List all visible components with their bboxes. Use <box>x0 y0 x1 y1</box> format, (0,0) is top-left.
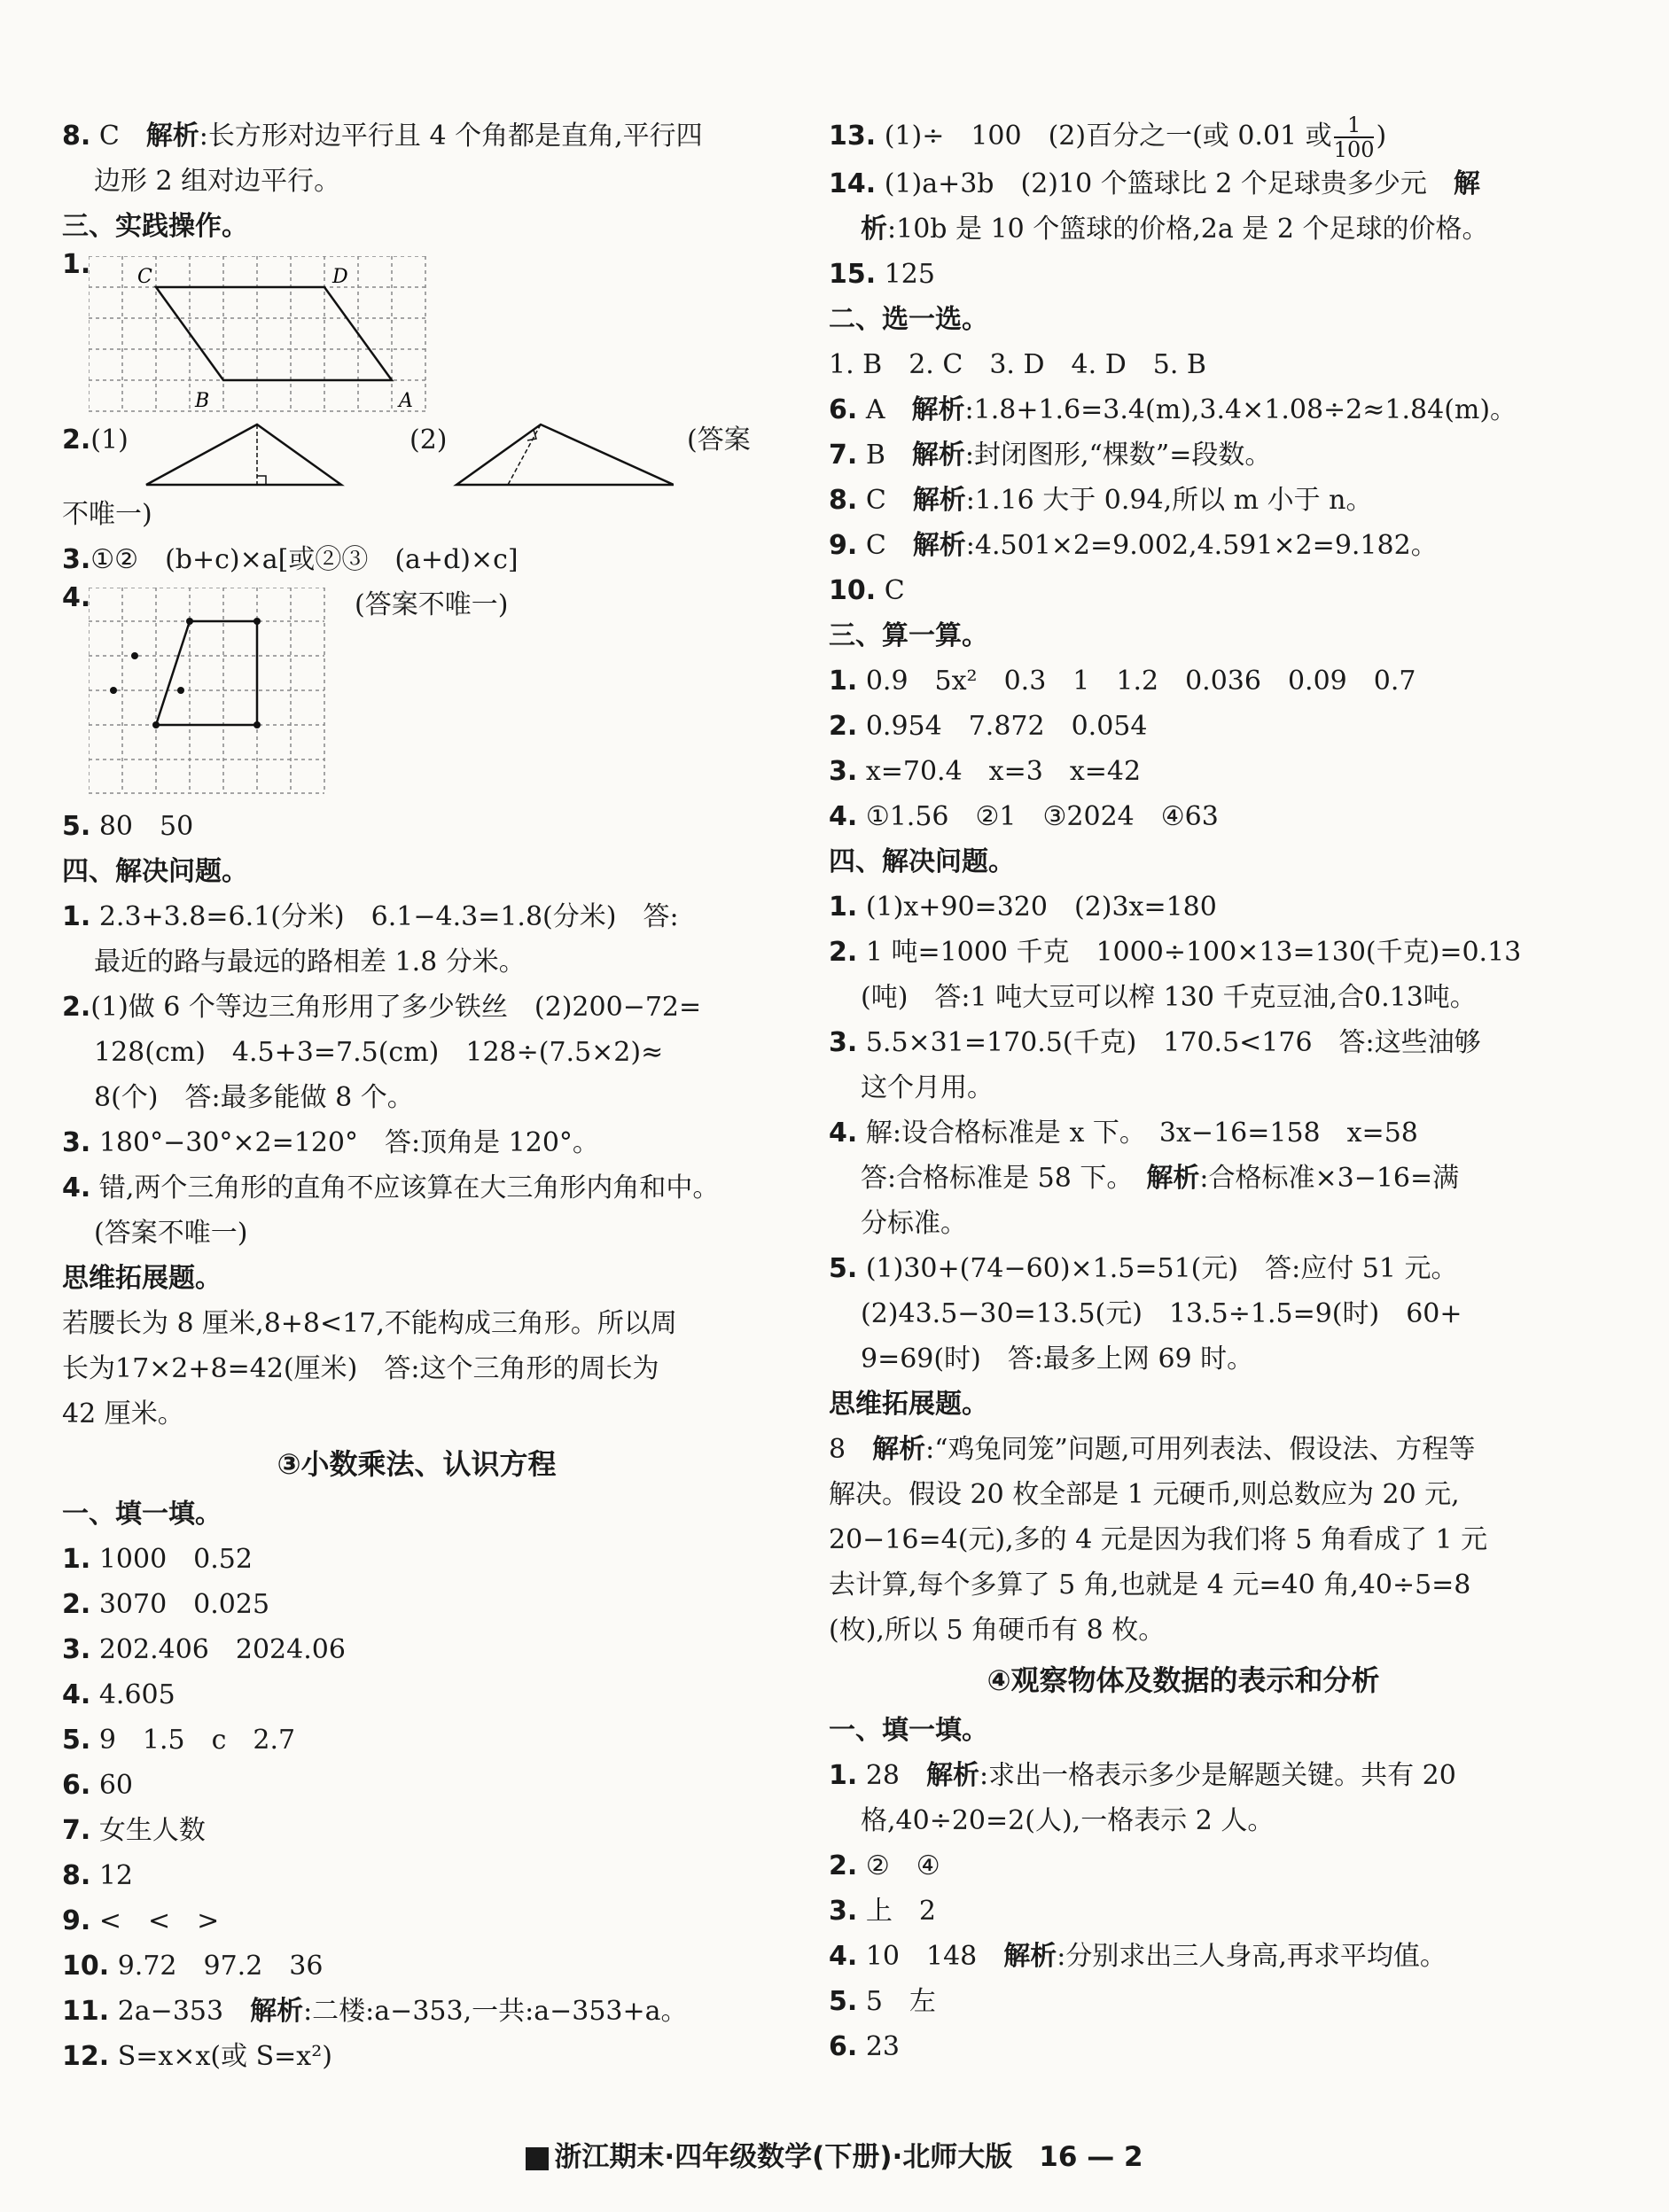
fill-answer-row: 8. 12 <box>62 1860 134 1891</box>
answer-r14-cont: 析:10b 是 10 个篮球的价格,2a 是 2 个足球的价格。 <box>861 214 1489 245</box>
section-heading: 四、解决问题。 <box>62 856 248 887</box>
calc-answer-row: 3. x=70.4 x=3 x=42 <box>829 756 1142 787</box>
answer-l-p5: 5. 80 50 <box>62 811 194 842</box>
fill-answer-row: 6. 60 <box>62 1770 134 1801</box>
trapezoid-grid-figure <box>89 588 346 800</box>
answer-l-s1: 1. 2.3+3.8=6.1(分米) 6.1−4.3=1.8(分米) 答: <box>62 901 679 932</box>
answer-r15: 15. 125 <box>829 259 935 290</box>
book-logo-icon <box>526 2147 549 2170</box>
answer-l-s3: 3. 180°−30°×2=120° 答:顶角是 120°。 <box>62 1127 599 1158</box>
calc-answer-row: 2. 0.954 7.872 0.054 <box>829 711 1148 742</box>
answer-l-s4: 4. 错,两个三角形的直角不应该算在大三角形内角和中。 <box>62 1172 720 1203</box>
extension-text: 解决。假设 20 枚全部是 1 元硬币,则总数应为 20 元, <box>829 1479 1460 1510</box>
answer-r-f3: 3. 上 2 <box>829 1896 936 1927</box>
page-number: 16 — 2 <box>1039 2141 1143 2173</box>
extension-text: 42 厘米。 <box>62 1398 184 1429</box>
fill-answer-row: 2. 3070 0.025 <box>62 1589 270 1620</box>
answer-l-p2-note: 不唯一) <box>62 499 152 530</box>
answer-r-r4: 4. 解:设合格标准是 x 下。 3x−16=158 x=58 <box>829 1118 1418 1149</box>
triangle-height-figure-2 <box>452 421 674 492</box>
fraction-one-hundredth: $\frac{1}{100}$ <box>1333 113 1375 162</box>
right-column: 13. (1)÷ 100 (2)百分之一(或 0.01 或 $\frac{1}{100}$ ) 14. (1)a+3b (2)10 个篮球比 2 个足球贵多少元 解 析:10b 是 10 个篮球的价格,2a 是 2 个足球的价格。 15. 125 二、选一选。 1. B 2. C 3. D 4. D 5. B 6. A 解析:1.8+1.6=3.4(m),3.4×1.08÷2≈1.84(m)。 7. B 解析:封闭图形,“棵数”=段数。 8. C 解析:1.16 大于 0.94,所以 m 小于 n。 9. C 解析:4.501×2=9.002,4.591×2=9.182。 10. C 三、算一算。 1. 0.9 5x² 0.3 1 1.2 0.036 0.09 0.7 2. 0.954 7.872 0.054 3. x=70.4 x=3 x=42 4. ①1.56 ②1 ③2024 ④63 四、解决问题。 1. (1)x+90=320 (2)3x=180 2. 1 吨=1000 千克 1000÷100×13=130(千克)=0.13 (吨) 答:1 吨大豆可以榨 130 千克豆油,合0.13吨。 3. 5.5×31=170.5(千克) 170.5<176 答:这些油够 这个月用。 4. 解:设合格标准是 x 下。 3x−16=158 x=58 答:合格标准是 58 下。 解析:合格标准×3−16=满 分标准。 5. (1)30+(74−60)×1.5=51(元) 答:应付 51 元。 (2)43.5−30=13.5(元) 13.5÷1.5=9(时) 60+ 9=69(时) 答:最多上网 69 时。 思维拓展题。 8 解析:“鸡兔同笼”问题,可用列表法、假设法、方程等 解决。假设 20 枚全部是 1 元硬币,则总数应为 20 元, 20−16=4(元),多的 4 元是因为我们将 5 角看成了 1 元 去计算,每个多算了 5 角,也就是 4 元=40 角,40÷5=8 (枚),所以 5 角硬币有 8 枚。 ④观察物体及数据的表示和分析 一、填一填。 1. 28 解析:求出一格表示多少是解题关键。共有 20 格,40÷20=2(人),一格表示 2 人。 2. ② ④ 3. 上 2 4. 10 148 解析:分别求出三人身高,再求平均值。 5. 5 左 6. 23 <box>829 113 1538 2069</box>
answer-l-12: 12. S=x×x(或 S=x²) <box>62 2041 332 2072</box>
answer-r-f1: 1. 28 解析:求出一格表示多少是解题关键。共有 20 <box>829 1760 1456 1791</box>
answer-l8: 8. C 解析:长方形对边平行且 4 个角都是直角,平行四 <box>62 121 703 152</box>
answer-r14: 14. (1)a+3b (2)10 个篮球比 2 个足球贵多少元 解 <box>829 168 1480 199</box>
section-heading: 思维拓展题。 <box>62 1263 222 1294</box>
extension-text: 若腰长为 8 厘米,8+8<17,不能构成三角形。所以周 <box>62 1308 677 1339</box>
extension-text: (枚),所以 5 角硬币有 8 枚。 <box>829 1615 1166 1646</box>
answer-r-f6: 6. 23 <box>829 2031 901 2062</box>
left-column: 8. C 解析:长方形对边平行且 4 个角都是直角,平行四 边形 2 组对边平行。 三、实践操作。 1. C D B A 2.(1) (2) (答案 不唯一) 3.①② (b+c)×a[或②③ (a+d)×c] 4. (答案不唯一) 5. 80 50 四、解决问题。 1. 2.3+3.8=6.1(分米) 6.1−4.3=1.8(分米) 答: 最近的路与最远的路相差 1.8 分米。 2.(1)做 6 个等边三角形用了多少铁丝 (2)200−72= 128(cm) 4.5+3=7.5(cm) 128÷(7.5×2)≈ 8(个) 答:最多能做 8 个。 3. 180°−30°×2=120° 答:顶角是 120°。 4. 错,两个三角形的直角不应该算在大三角形内角和中。 (答案不唯一) 思维拓展题。 若腰长为 8 厘米,8+8<17,不能构成三角形。所以周 长为17×2+8=42(厘米) 答:这个三角形的周长为 42 厘米。 ③小数乘法、认识方程 一、填一填。 1. 1000 0.52 2. 3070 0.025 3. 202.406 2024.06 4. 4.605 5. 9 1.5 c 2.7 6. 60 7. 女生人数 8. 12 9. < < > 10. 9.72 97.2 36 11. 2a−353 解析:二楼:a−353,一共:a−353+a。 12. S=x×x(或 S=x²) <box>62 113 771 2079</box>
choice-answer-row: 6. A 解析:1.8+1.6=3.4(m),3.4×1.08÷2≈1.84(m)。 <box>829 394 1517 425</box>
calc-answer-list <box>829 658 1538 839</box>
extension-text: 20−16=4(元),多的 4 元是因为我们将 5 角看成了 1 元 <box>829 1524 1488 1555</box>
answer-l-p3: 3.①② (b+c)×a[或②③ (a+d)×c] <box>62 544 519 575</box>
fill-answer-row: 1. 1000 0.52 <box>62 1544 253 1575</box>
section-heading: 二、选一选。 <box>829 304 988 335</box>
choice-answer-row: 8. C 解析:1.16 大于 0.94,所以 m 小于 n。 <box>829 485 1373 516</box>
section-heading: 四、解决问题。 <box>829 846 1015 877</box>
calc-answer-row: 4. ①1.56 ②1 ③2024 ④63 <box>829 801 1219 832</box>
calc-answer-row: 1. 0.9 5x² 0.3 1 1.2 0.036 0.09 0.7 <box>829 666 1416 697</box>
fill-answer-list <box>62 1537 771 1989</box>
extension-text: 长为17×2+8=42(厘米) 答:这个三角形的周长为 <box>62 1353 659 1384</box>
answer-r-r5: 5. (1)30+(74−60)×1.5=51(元) 答:应付 51 元。 <box>829 1253 1458 1284</box>
unit-title: ④观察物体及数据的表示和分析 <box>987 1663 1380 1697</box>
answer-r-r3: 3. 5.5×31=170.5(千克) 170.5<176 答:这些油够 <box>829 1027 1481 1058</box>
choice-answer-list <box>829 387 1538 568</box>
extension-text: 8 解析:“鸡兔同笼”问题,可用列表法、假设法、方程等 <box>829 1434 1476 1465</box>
section-heading: 一、填一填。 <box>62 1499 222 1530</box>
answer-r-r2: 2. 1 吨=1000 千克 1000÷100×13=130(千克)=0.13 <box>829 937 1522 968</box>
fill-answer-row: 3. 202.406 2024.06 <box>62 1634 346 1665</box>
answer-l-p1: 1. C D B A <box>62 249 771 417</box>
vertex-label-c: C <box>137 266 152 288</box>
page-footer: 浙江期末·四年级数学(下册)·北师大版 16 — 2 <box>0 2134 1669 2174</box>
trapezoid-shape <box>156 621 257 725</box>
section-heading: 一、填一填。 <box>829 1715 988 1746</box>
vertex-label-b: B <box>195 390 210 412</box>
answer-r-f5: 5. 5 左 <box>829 1986 936 2017</box>
answer-r-r1: 1. (1)x+90=320 (2)3x=180 <box>829 892 1217 923</box>
parallelogram-shape <box>156 287 392 380</box>
choice-answer-row: 9. C 解析:4.501×2=9.002,4.591×2=9.182。 <box>829 530 1438 561</box>
section-heading: 三、实践操作。 <box>62 211 248 242</box>
answer-l-11: 11. 2a−353 解析:二楼:a−353,一共:a−353+a。 <box>62 1996 688 2027</box>
fill-answer-row: 4. 4.605 <box>62 1679 175 1710</box>
answer-l-p2: 2.(1) (2) (答案 <box>62 417 771 492</box>
answer-l-s2: 2.(1)做 6 个等边三角形用了多少铁丝 (2)200−72= <box>62 992 702 1023</box>
extension-text: 去计算,每个多算了 5 角,也就是 4 元=40 角,40÷5=8 <box>829 1569 1471 1601</box>
answer-l8-cont: 边形 2 组对边平行。 <box>94 166 341 197</box>
answer-r-f4: 4. 10 148 解析:分别求出三人身高,再求平均值。 <box>829 1941 1447 1972</box>
triangle-height-figure-1 <box>142 421 346 492</box>
answer-r13: 13. (1)÷ 100 (2)百分之一(或 0.01 或 $\frac{1}{100}$ ) <box>829 113 1387 162</box>
fill-answer-row: 10. 9.72 97.2 36 <box>62 1951 324 1982</box>
fill-answer-row: 5. 9 1.5 c 2.7 <box>62 1725 296 1756</box>
answer-r-f2: 2. ② ④ <box>829 1850 940 1881</box>
answer-l-p4: 4. (答案不唯一) <box>62 582 771 804</box>
answer-r-c10: 10. C <box>829 575 905 606</box>
section-heading: 思维拓展题。 <box>829 1389 988 1420</box>
fill-answer-row: 9. < < > <box>62 1905 220 1936</box>
parallelogram-grid-figure <box>89 256 443 416</box>
vertex-label-d: D <box>332 266 348 288</box>
fill-answer-row: 7. 女生人数 <box>62 1815 206 1846</box>
vertex-label-a: A <box>399 390 413 412</box>
choice-answers: 1. B 2. C 3. D 4. D 5. B <box>829 349 1206 380</box>
unit-title: ③小数乘法、认识方程 <box>277 1447 557 1481</box>
choice-answer-row: 7. B 解析:封闭图形,“棵数”=段数。 <box>829 440 1272 471</box>
section-heading: 三、算一算。 <box>829 620 988 651</box>
